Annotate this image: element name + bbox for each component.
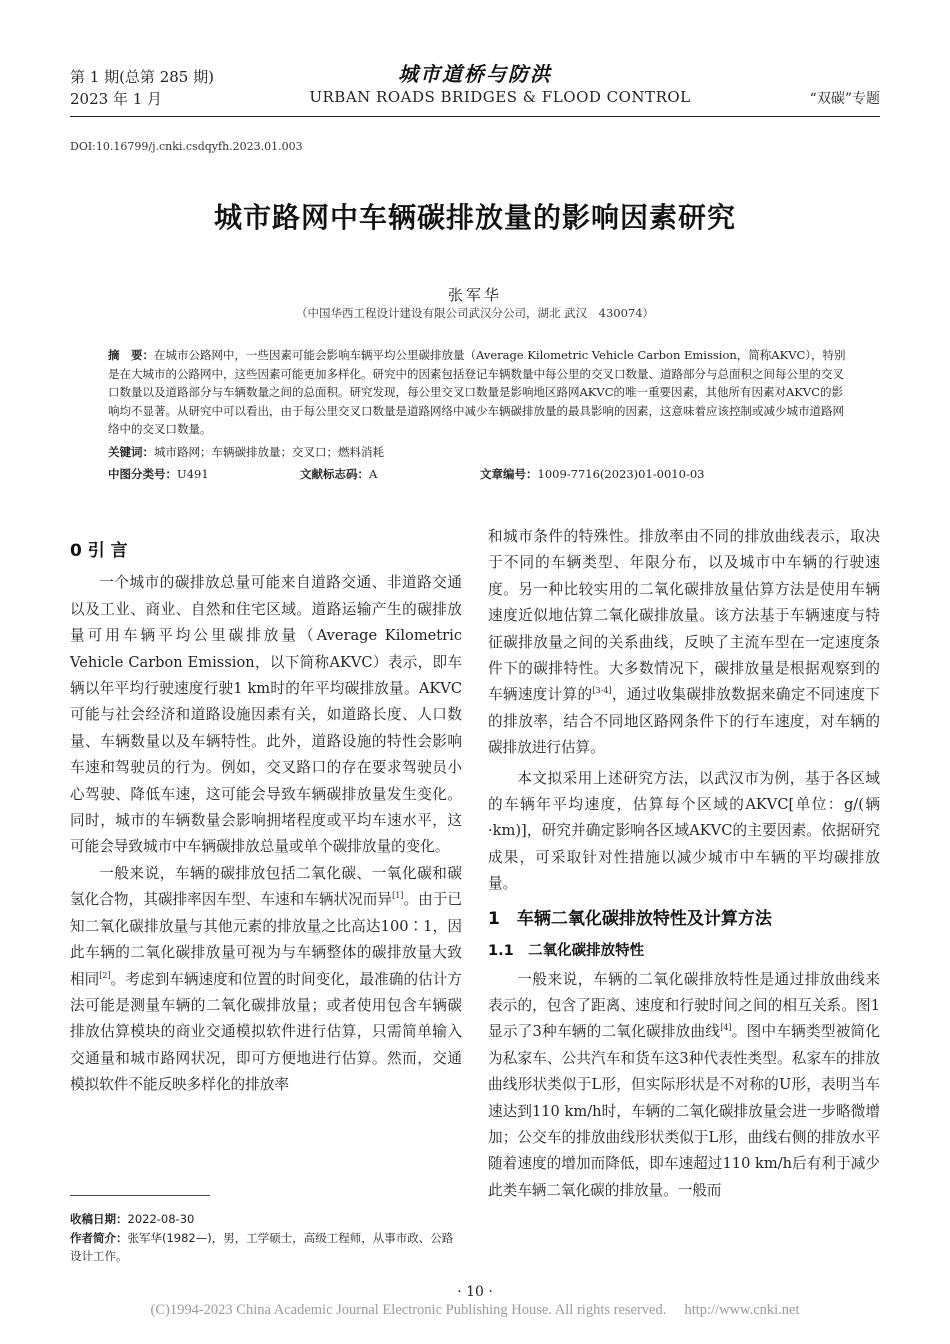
clc-label: 中图分类号： (108, 467, 177, 481)
issue-number: 第 1 期(总第 285 期) (70, 68, 214, 86)
document-code (300, 466, 377, 482)
right-paragraph-1: 和城市条件的特殊性。排放率由不同的排放曲线表示，取决于不同的车辆类型、年限分布，以及城市中车辆的行驶速度。另一种比较实用的二氧化碳排放量估算方法是使用车辆速度近似地估算二氧化碳排放量。该方法基于车辆速度与特征碳排放量之间的关系曲线，反映了主流车型在一定速度条件下的碳排特性。大多数情况下，碳排放量是根据观察到的车辆速度计算的[3-4]，通过收集碳排放数据来确定不同速度下的排放率，结合不同地区路网条件下的行车速度，对车辆的碳排放进行估算。 (488, 528, 880, 757)
paper-title: 城市路网中车辆碳排放量的影响因素研究 (213, 201, 736, 234)
right-column (488, 524, 880, 1204)
doc-code-label: 文献标志码： (300, 467, 369, 481)
left-column (70, 538, 462, 1099)
journal-title-cn: 城市道桥与防洪 (398, 62, 552, 86)
abstract-label: 摘 要： (108, 348, 154, 362)
author-name: 张军华 (447, 286, 502, 304)
right-paragraph-3: 一般来说，车辆的二氧化碳排放特性是通过排放曲线来表示的，包含了距离、速度和行驶时间之间的相互关系。图1显示了3种车辆的二氧化碳排放曲线[4]。图中车辆类型被简化为私家车、公共汽车和货车这3种代表性类型。私家车的排放曲线形状类似于L形，但实际形状是不对称的U形，表明当车速达到110 km/h时，车辆的二氧化碳排放量会进一步略微增加；公交车的排放曲线形状类似于L形，曲线右侧的排放水平随着速度的增加而降低，即车速超过110 km/h后有利于减少此类车辆二氧化碳的排放量。一般而 (488, 970, 880, 1199)
footnote-received (70, 1210, 462, 1228)
section-1-1-heading: 1.1 二氧化碳排放特性 (488, 943, 645, 960)
abstract (108, 346, 848, 439)
received-date: 2022-08-30 (127, 1212, 195, 1226)
issue-info (70, 66, 214, 110)
copyright-watermark: (C)1994-2023 China Academic Journal Electronic Publishing House. All rights reserved. http://www.cnki.net (150, 1302, 800, 1318)
footnote-rule (70, 1195, 210, 1196)
keywords-text: 城市路网；车辆碳排放量；交叉口；燃料消耗 (154, 445, 384, 459)
citation-2[interactable]: [2] (99, 970, 111, 980)
doc-code-value: A (369, 467, 378, 481)
doi[interactable]: DOI:10.16799/j.cnki.csdqyfh.2023.01.003 (70, 140, 303, 153)
clc-number (108, 466, 209, 482)
intro-paragraph-1: 一个城市的碳排放总量可能来自道路交通、非道路交通以及工业、商业、自然和住宅区域。道路运输产生的碳排放量可用车辆平均公里碳排放量（Average Kilometric Vehicle Carbon Emission，以下简称AKVC）表示，即车辆以年平均行驶速度行驶1 km时的年平均碳排放量。AKVC可能与社会经济和道路设施因素有关，如道路长度、人口数量、车辆数量以及车辆特性。此外，道路设施的特性会影响车速和驾驶员的行为。例如，交叉路口的存在要求驾驶员小心驾驶、降低车速，这可能会导致车辆碳排放量发生变化。同时，城市的车辆数量会影响拥堵程度或平均车速水平，这可能会导致城市中车辆碳排放总量或单个碳排放量的变化。 (70, 574, 462, 856)
section-1-heading: 1 车辆二氧化碳排放特性及计算方法 (488, 908, 772, 929)
clc-value: U491 (177, 467, 209, 481)
intro-paragraph-2: 一般来说，车辆的碳排放包括二氧化碳、一氧化碳和碳氢化合物，其碳排率因车型、车速和车辆状况而异[1]。由于已知二氧化碳排放量与其他元素的排放量之比高达100∶1，因此车辆的二氧化碳排放量可视为与车辆整体的碳排放量大致相同[2]。考虑到车辆速度和位置的时间变化，最准确的估计方法可能是测量车辆的二氧化碳排放量；或者使用包含车辆碳排放估算模块的商业交通模拟软件进行估算，只需简单输入交通量和城市路网状况，即可方便地进行估算。然而，交通模拟软件不能反映多样化的排放率 (70, 864, 462, 1094)
received-label: 收稿日期： (70, 1212, 128, 1226)
page-number: · 10 · (457, 1284, 493, 1300)
keywords-label: 关键词： (108, 445, 154, 459)
citation-3-4[interactable]: [3-4] (592, 686, 612, 696)
special-topic-label: “双碳”专题 (809, 91, 880, 107)
author-affiliation: （中国华西工程设计建设有限公司武汉分公司，湖北 武汉 430074） (295, 306, 655, 320)
issue-date: 2023 年 1 月 (70, 90, 163, 108)
right-paragraph-2: 本文拟采用上述研究方法，以武汉市为例，基于各区域的车辆年平均速度，估算每个区域的AKVC[单位：g/(辆·km)]，研究并确定影响各区域AKVC的主要因素。依据研究成果，可采取针对性措施以减少城市中车辆的平均碳排放量。 (488, 769, 880, 893)
abstract-text: 在城市公路网中，一些因素可能会影响车辆平均公里碳排放量（Average Kilometric Vehicle Carbon Emission，简称AKVC），特别是在大城市的公路网中，这些因素可能更加多样化。研究中的因素包括登记车辆数量中每公里的交叉口数量、道路部分与总面积之间每公里的交叉口数量以及道路部分与车辆数量之间的总面积。研究发现，每公里交叉口数量是影响地区路网AKVC的唯一重要因素，其他所有因素对AKVC的影响均不显著。从研究中可以看出，由于每公里交叉口数量是道路网络中减少车辆碳排放量的最具影响的因素，这意味着应该控制或减少城市道路网络中的交叉口数量。 (108, 348, 846, 436)
section-0-heading: 0 引 言 (70, 541, 128, 561)
citation-1[interactable]: [1] (392, 891, 404, 901)
journal-title-en: URBAN ROADS BRIDGES & FLOOD CONTROL (309, 88, 691, 106)
author-bio: 张军华(1982—)，男，工学硕士，高级工程师，从事市政、公路设计工作。 (70, 1231, 454, 1263)
citation-4[interactable]: [4] (720, 1023, 732, 1033)
article-number (480, 466, 704, 482)
header-rule (70, 116, 880, 117)
keywords (108, 444, 848, 460)
article-number-label: 文章编号： (480, 467, 538, 481)
author-bio-label: 作者简介： (70, 1231, 128, 1245)
article-number-value: 1009-7716(2023)01-0010-03 (537, 467, 705, 481)
footnote-author-bio (70, 1229, 462, 1265)
